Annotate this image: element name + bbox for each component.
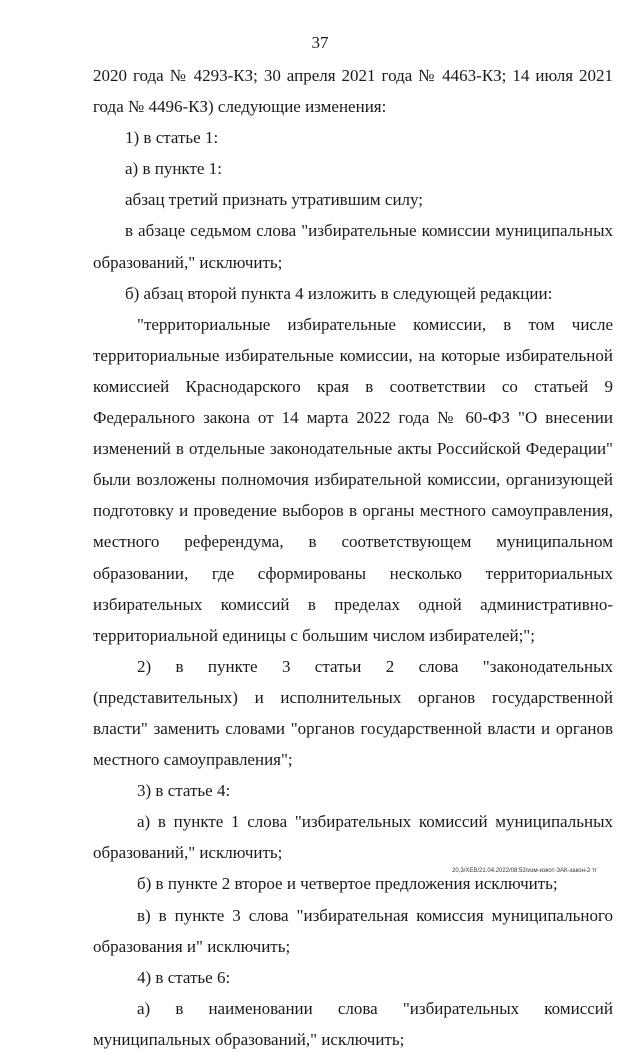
paragraph-item-4: 4) в статье 6:	[137, 967, 231, 987]
paragraph-item-3b: б) в пункте 2 второе и четвертое предложения исключить;	[137, 874, 558, 894]
paragraph-subitem-b: б) абзац второй пункта 4 изложить в следующей редакции:	[125, 283, 553, 303]
document-body	[93, 60, 613, 1055]
footer-code: 20,3/XEB/21.04.2022/08:52/изм-изкот-ЗАК-закон-2 тг	[452, 868, 597, 874]
paragraph-abzac-third: абзац третий признать утратившим силу;	[125, 190, 424, 210]
paragraph-quoted-text: "территориальные избирательные комиссии, в том числе территориальные избирательные комиссии, на которые избирательной комиссией Краснодарского края в соответствии со статьей 9 Федерального закона от 14 марта 2022 года № 60-ФЗ "О внесении изменений в отдельные законодательные акты Российской Федерации" были возложены полномочия избирательной комиссии, организующей подготовку и проведение выборов в органы местного самоуправления, местного референдума, в соответствующем муниципальном образовании, где сформированы несколько территориальных избирательных комиссий в пределах одной административно-территориальной единицы с большим числом избирателей;";	[93, 314, 613, 645]
paragraph-item-3v: в) в пункте 3 слова "избирательная комиссия муниципального образования и" исключить;	[93, 905, 613, 956]
paragraph-item-4a: а) в наименовании слова "избирательных комиссий муниципальных образований," исключить;	[93, 998, 613, 1049]
paragraph-subitem-a: а) в пункте 1:	[125, 159, 222, 179]
paragraph-item-1: 1) в статье 1:	[125, 128, 219, 148]
paragraph-item-2: 2) в пункте 3 статьи 2 слова "законодательных (представительных) и исполнительных органов государственной власти" заменить словами "органов государственной власти и органов местного самоуправления";	[93, 656, 613, 770]
paragraph-item-3a: а) в пункте 1 слова "избирательных комиссий муниципальных образований," исключить;	[93, 812, 613, 863]
paragraph-item-3: 3) в статье 4:	[137, 781, 231, 801]
paragraph-intro: 2020 года № 4293-КЗ; 30 апреля 2021 года № 4463-КЗ; 14 июля 2021 года № 4496-КЗ) следующие изменения:	[93, 66, 613, 117]
page-number: 37	[311, 33, 329, 52]
paragraph-abzac-seventh: в абзаце седьмом слова "избирательные комиссии муниципальных образований," исключить;	[93, 221, 613, 272]
